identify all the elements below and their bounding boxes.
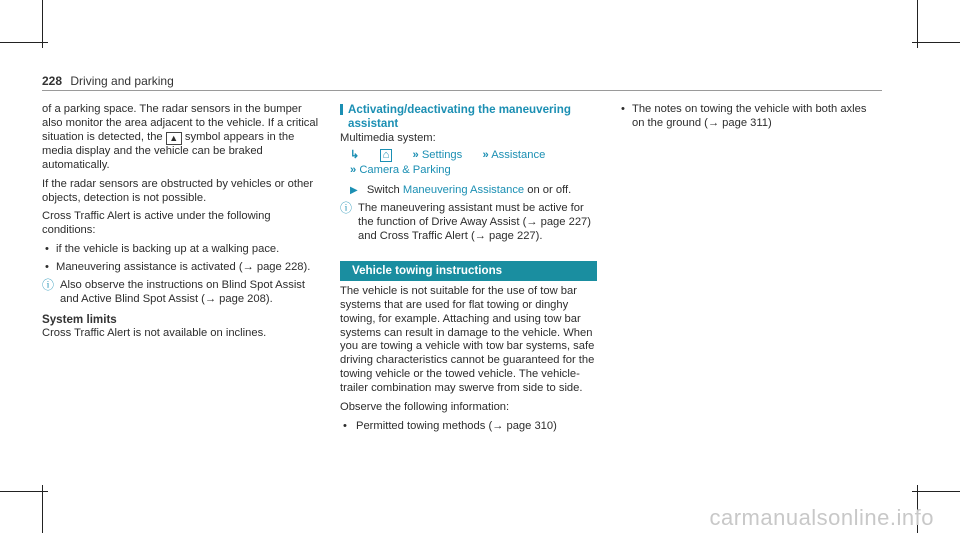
crop-mark [912,491,960,492]
action-step [340,184,600,198]
menu-path [340,149,600,163]
menu-item-assistance: Assistance [491,148,546,161]
menu-item-settings: Settings [421,148,463,161]
paragraph: Cross Traffic Alert is active under the following conditions: [42,210,271,237]
return-arrow-icon: ↳ [350,148,360,161]
action-text: on or off. [527,184,572,197]
list-item: • The notes on towing the vehicle with both axles on the ground (→ page 311) [618,103,868,131]
paragraph: Cross Traffic Alert is not available on inclines. [42,326,267,339]
chevron-right-icon: » [350,164,357,177]
crop-mark [917,0,918,48]
section-title: Driving and parking [70,74,174,88]
menu-path [340,164,600,178]
crop-mark [912,42,960,43]
section-banner: Vehicle towing instructions [340,261,597,281]
list-item: • if the vehicle is backing up at a walking pace. [42,243,322,257]
right-column [618,103,868,135]
function-name: Maneuvering Assistance [402,184,525,197]
page-number: 228 [42,74,63,88]
step-arrow-icon: ▶ [350,185,358,197]
note [42,279,322,307]
crop-mark [0,491,48,492]
paragraph-text: of a parking space. The radar sensors in the bumper also monitor the area adjacent to the vehicle. If a critical situation is detected, the [42,103,319,143]
subheading: System limits [42,312,117,326]
crop-mark [42,0,43,48]
left-column [42,103,322,341]
paragraph: If the radar sensors are obstructed by vehicles or other objects, detection is not possible. [42,177,314,204]
list-item: • Permitted towing methods (→ page 310) [340,420,600,434]
list-item: • Maneuvering assistance is activated (→ page 228). [42,261,322,275]
action-text: Switch [366,184,400,197]
note-text: Also observe the instructions on Blind Spot Assist and Active Blind Spot Assist (→ page 208). [60,279,306,305]
chevron-right-icon: » [412,148,419,161]
paragraph: Multimedia system: [340,131,436,144]
note [340,202,600,244]
paragraph: Observe the following information: [340,401,510,414]
crop-mark [0,42,48,43]
parking-assist-warning-icon: ▲ [166,132,182,145]
menu-item-camera-parking: Camera & Parking [359,164,451,177]
info-icon: ⓘ [340,201,353,216]
info-icon: ⓘ [42,278,55,293]
chevron-right-icon: » [482,148,489,161]
watermark: carmanualsonline.info [709,505,934,530]
home-icon: ⌂ [380,149,393,162]
middle-column [340,103,600,438]
header-divider [42,90,882,91]
paragraph-text: symbol appears in the media display and the vehicle can be braked automatically. [42,130,295,171]
page-header [42,74,174,88]
crop-mark [42,485,43,533]
paragraph [42,103,322,173]
paragraph: The vehicle is not suitable for the use of tow bar systems that are used for flat towing or dinghy towing, for example. Attaching and using tow bar systems can result in damage to the vehicle. When you are towing a vehicle with tow bar systems, safe driving characteristics cannot be guaranteed for the towing vehicle or the towed vehicle. The vehicle-trailer combination may swerve from side to side. [340,284,595,395]
note-text: The maneuvering assistant must be active for the function of Drive Away Assist (→ page 227) and Cross Traffic Alert (→ page 227). [358,202,591,243]
section-heading: Activating/deactivating the maneuvering assistant [340,103,600,131]
